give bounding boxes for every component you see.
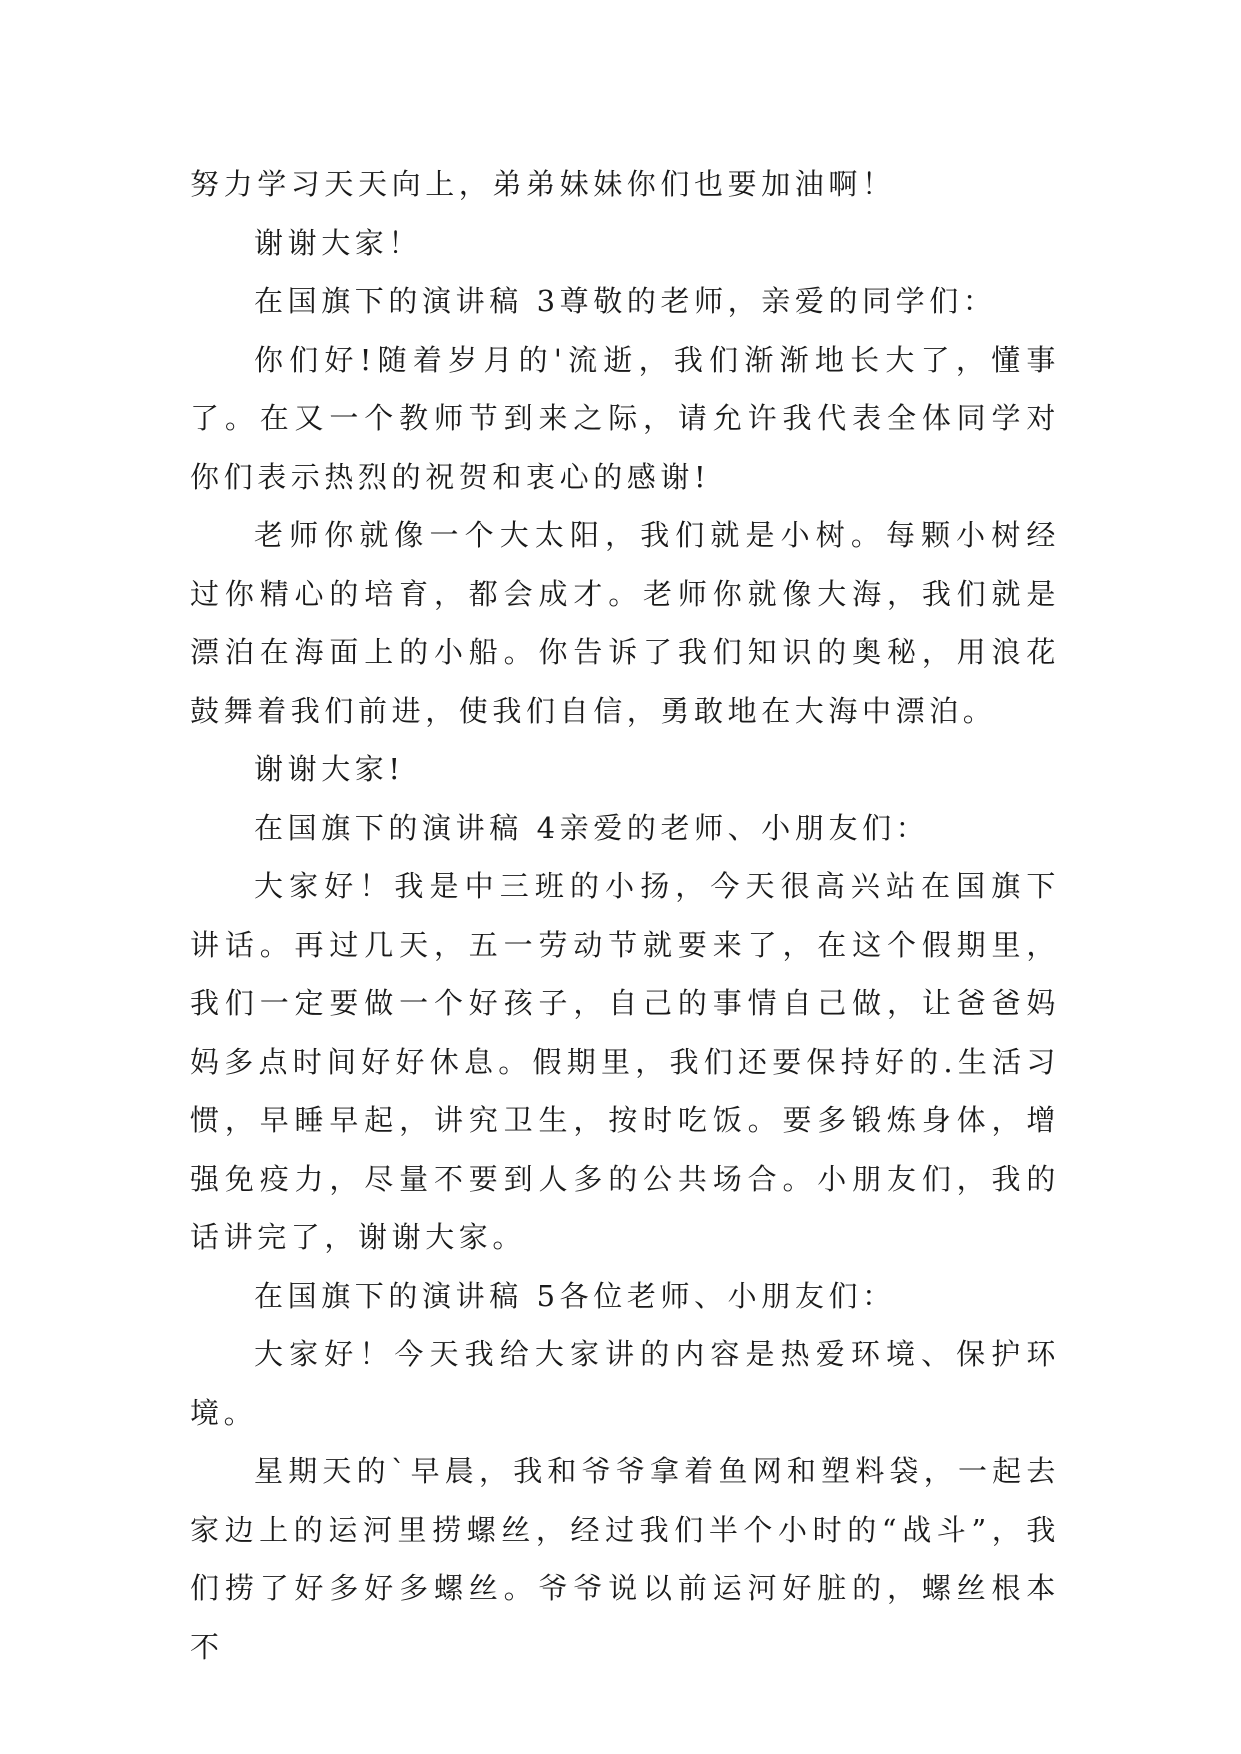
paragraph-1: 努力学习天天向上，弟弟妹妹你们也要加油啊！ — [190, 167, 896, 201]
paragraph-11: 星期天的`早晨，我和爷爷拿着鱼网和塑料袋，一起去家边上的运河里捞螺丝，经过我们半个小时的“战斗”，我们捞了好多好多螺丝。爷爷说以前运河好脏的，螺丝根本不 — [190, 1454, 1060, 1664]
speech-4-heading: 在国旗下的演讲稿 4亲爱的老师、小朋友们： — [254, 810, 930, 845]
paragraph-2: 谢谢大家！ — [254, 225, 423, 260]
speech-5-heading: 在国旗下的演讲稿 5各位老师、小朋友们： — [254, 1278, 896, 1313]
paragraph-8: 大家好！我是中三班的小扬，今天很高兴站在国旗下讲话。再过几天，五一劳动节就要来了，在这个假期里，我们一定要做一个好孩子，自己的事情自己做，让爸爸妈妈多点时间好好休息。假期里，我们还要保持好的.生活习惯，早睡早起，讲究卫生，按时吃饭。要多锻炼身体，增强免疫力，尽量不要到人多的公共场合。小朋友们，我的话讲完了，谢谢大家。 — [190, 869, 1060, 1254]
speech-3-heading: 在国旗下的演讲稿 3尊敬的老师，亲爱的同学们： — [254, 284, 997, 318]
paragraph-4: 你们好!随着岁月的'流逝，我们渐渐地长大了，懂事了。在又一个教师节到来之际，请允许我代表全体同学对你们表示热烈的祝贺和衷心的感谢! — [190, 342, 1060, 494]
paragraph-5: 老师你就像一个大太阳，我们就是小树。每颗小树经过你精心的培育，都会成才。老师你就像大海，我们就是漂泊在海面上的小船。你告诉了我们知识的奥秘，用浪花鼓舞着我们前进，使我们自信，勇敢地在大海中漂泊。 — [190, 518, 1060, 728]
paragraph-10: 大家好！今天我给大家讲的内容是热爱环境、保护环境。 — [190, 1337, 1060, 1430]
document-body — [190, 155, 1060, 1676]
paragraph-6: 谢谢大家! — [254, 752, 405, 786]
